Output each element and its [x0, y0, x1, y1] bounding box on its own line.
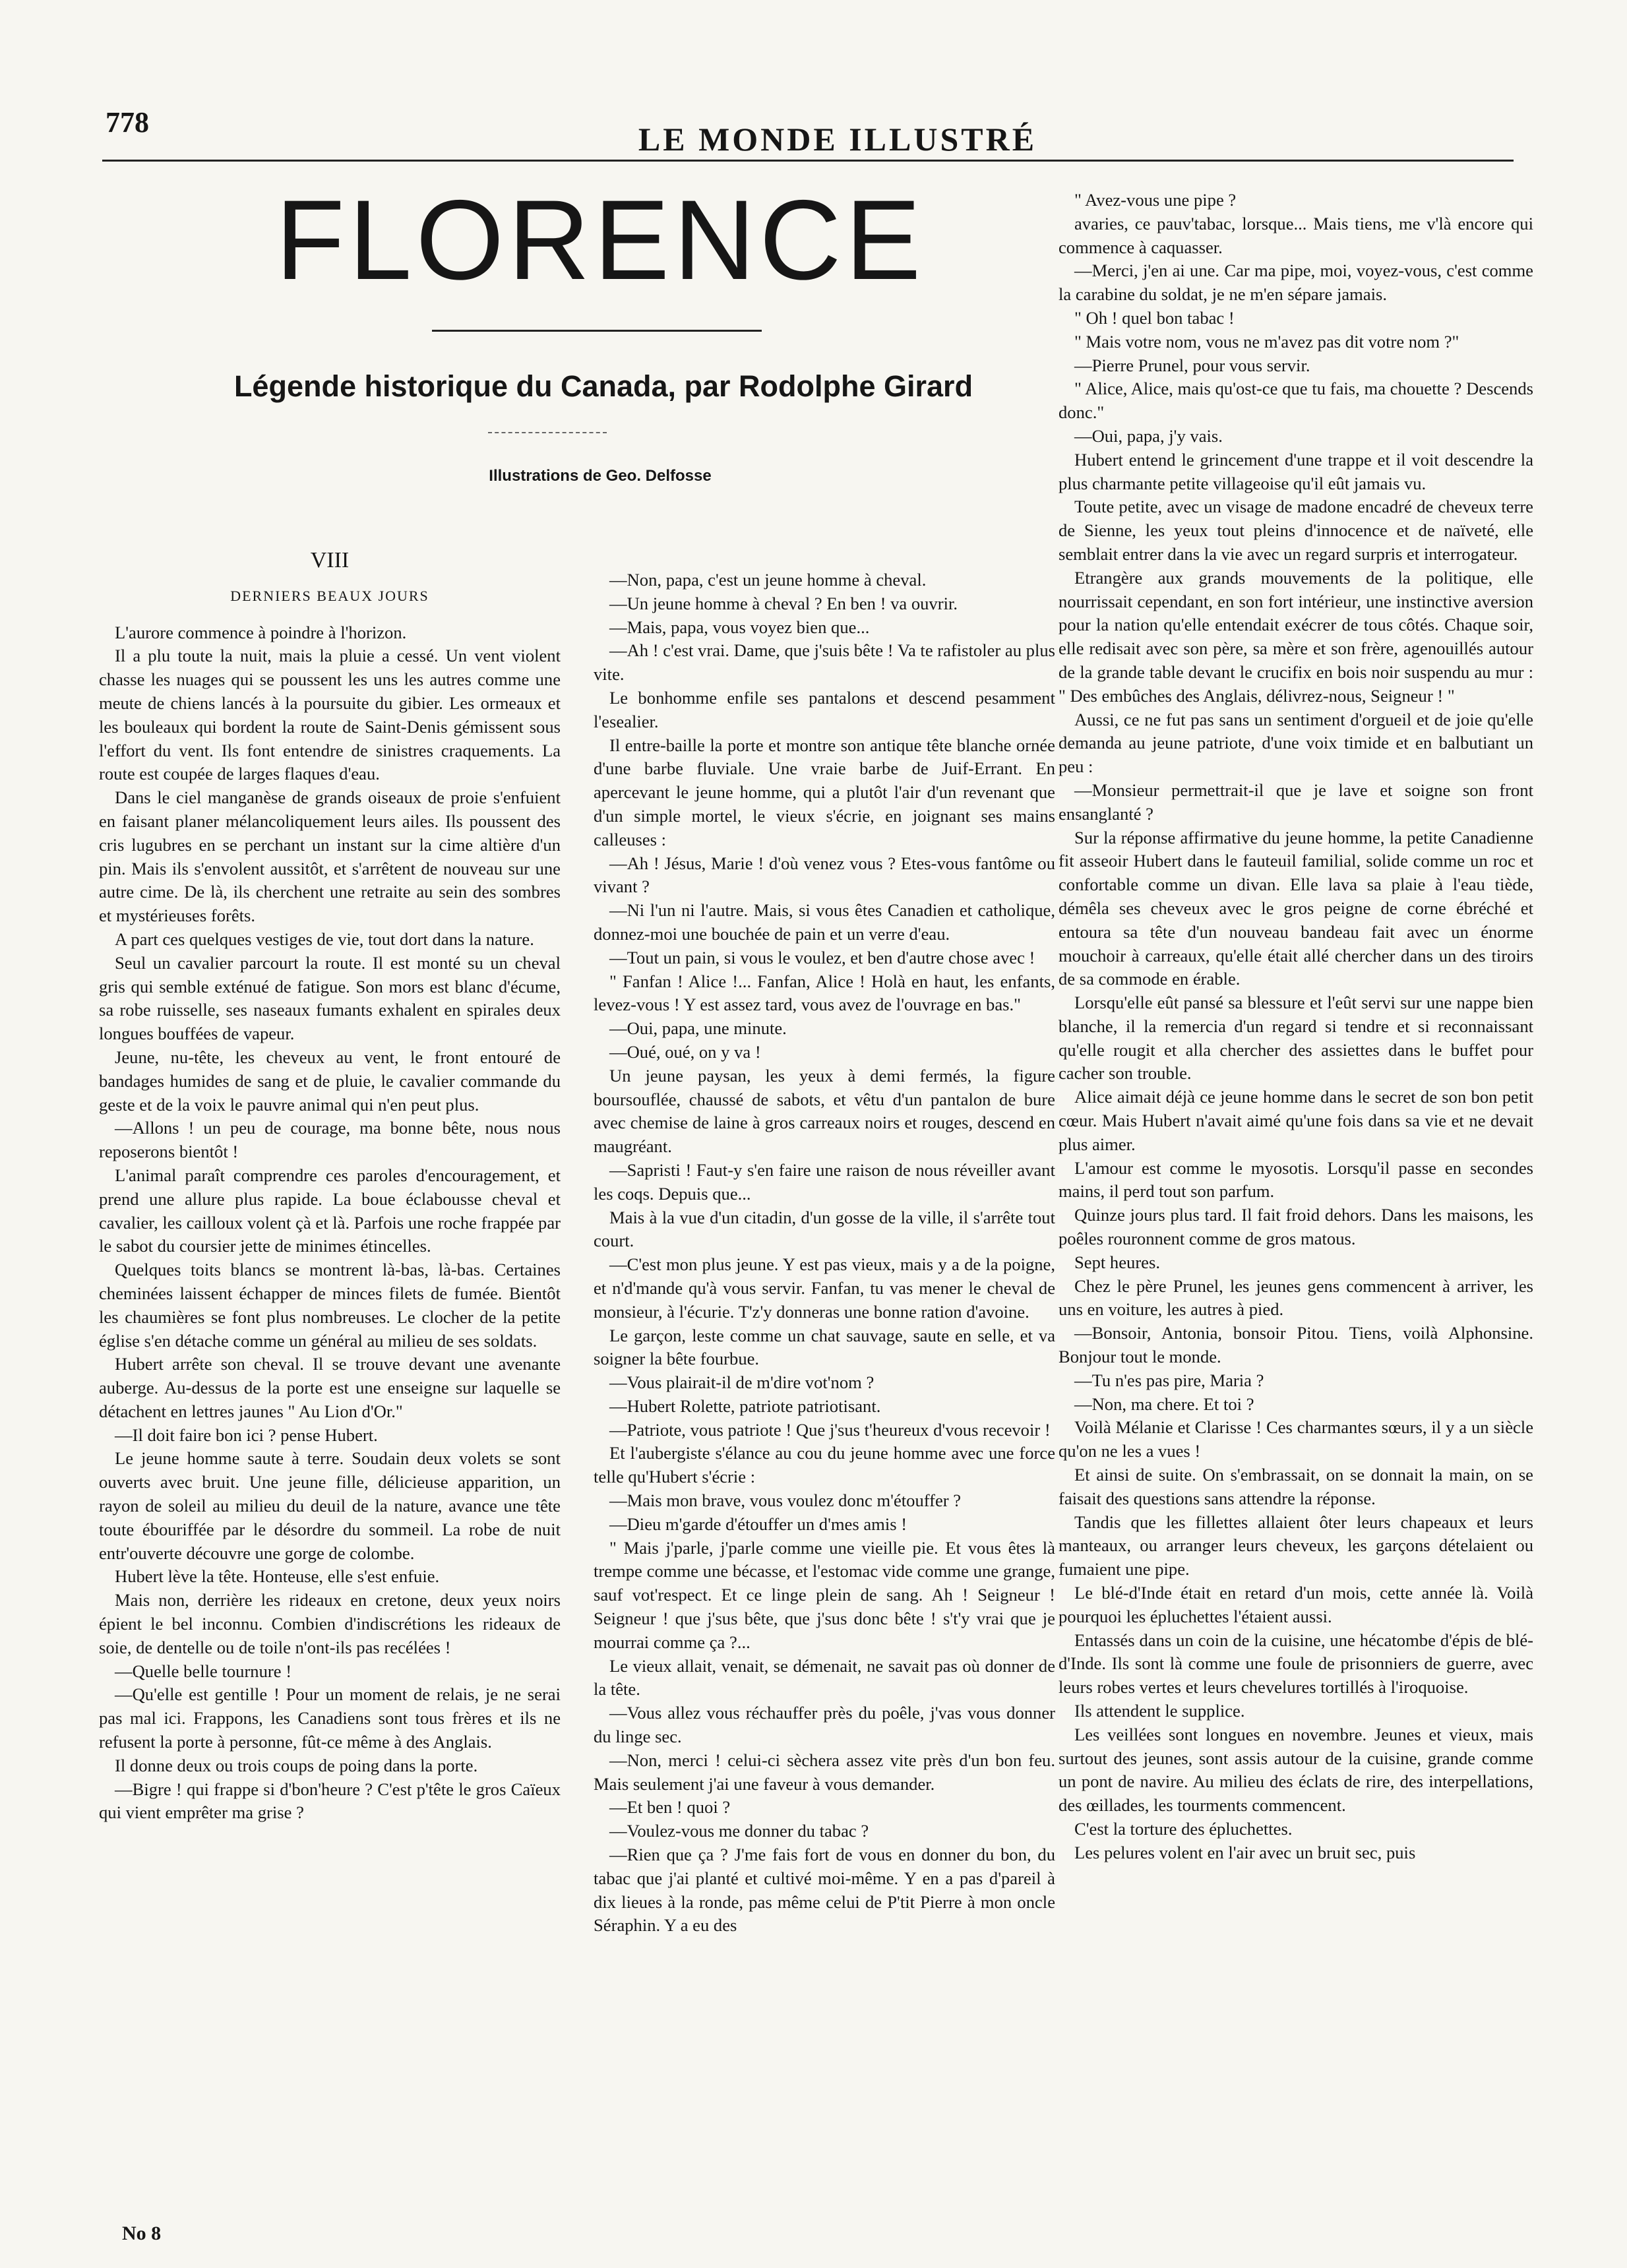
paragraph: Il a plu toute la nuit, mais la pluie a cessé. Un vent violent chasse les nuages qui se poussent les uns les autres comme une meute de chiens lancés à la poursuite du gibier. Les ormeaux et les bouleaux qui bordent la route de Saint-Denis gémissent sous l'effort du vent. Ils font entendre de sinistres craquements. La route est coupée de larges flaques d'eau.	[99, 646, 561, 784]
paragraph: —Non, merci ! celui-ci sèchera assez vite près d'un bon feu. Mais seulement j'ai une faveur à vous demander.	[594, 1750, 1055, 1794]
paragraph: —Rien que ça ? J'me fais fort de vous en donner du bon, du tabac que j'ai planté et cultivé moi-même. Y en a pas d'pareil à dix lieues à la ronde, pas même celui de P'tit Pierre à mon oncle Séraphin. Y a eu des	[594, 1845, 1055, 1936]
paragraph: —Pierre Prunel, pour vous servir.	[1074, 355, 1310, 375]
paragraph: Tandis que les fillettes allaient ôter leurs chapeaux et leurs manteaux, ou arranger leurs cheveux, les garçons dételaient ou fumaient une pipe.	[1059, 1512, 1533, 1579]
paragraph: Le vieux allait, venait, se démenait, ne savait pas où donner de la tête.	[594, 1655, 1055, 1700]
page-number: 778	[106, 106, 149, 138]
article-title: FLORENCE	[275, 177, 925, 303]
paragraph: " Mais j'parle, j'parle comme une vieille pie. Et vous êtes là trempe comme une bécasse, et l'estomac vide comme une grange, sauf vot'respect. Et ce linge plein de sang. Ah ! Seigneur ! Seigneur ! que j'sus bête, que j'sus donc bête ! s't'y vrai que je mourrai comme ça ?...	[594, 1537, 1055, 1652]
paragraph: —Bigre ! qui frappe si d'bon'heure ? C'est p'tête le gros Caïeux qui vient emprêter ma grise ?	[99, 1779, 561, 1823]
illustrations-credit: Illustrations de Geo. Delfosse	[489, 467, 712, 485]
paragraph: Hubert arrête son cheval. Il se trouve devant une avenante auberge. Au-dessus de la porte est une enseigne sur laquelle se détachent en lettres jaunes " Au Lion d'Or."	[99, 1354, 561, 1421]
paragraph: —C'est mon plus jeune. Y est pas vieux, mais y a de la poigne, et n'd'mande qu'à vous servir. Fanfan, tu vas mener le cheval de monsieur, à l'écurie. T'z'y donneras une bonne ration d'avoine.	[594, 1254, 1055, 1322]
column-1-body	[99, 621, 561, 1825]
paragraph: Quinze jours plus tard. Il fait froid dehors. Dans les maisons, les poêles rouronnent comme de gros matous.	[1059, 1205, 1533, 1249]
paragraph: " Fanfan ! Alice !... Fanfan, Alice ! Holà en haut, les enfants, levez-vous ! Y est assez tard, vous avez de l'ouvrage en bas."	[594, 971, 1055, 1015]
paragraph: —Vous plairait-il de m'dire vot'nom ?	[609, 1372, 875, 1393]
paragraph: —Dieu m'garde d'étouffer un d'mes amis !	[609, 1514, 907, 1534]
paragraph: L'aurore commence à poindre à l'horizon.	[115, 622, 407, 642]
paragraph: Le bonhomme enfile ses pantalons et descend pesamment l'esealier.	[594, 687, 1055, 731]
paragraph: Toute petite, avec un visage de madone encadré de cheveux terre de Sienne, les yeux tout pleins d'innocence et de naïveté, elle semblait entrer dans la vie avec un regard surpris et interrogateur.	[1059, 497, 1533, 564]
paragraph: Sur la réponse affirmative du jeune homme, la petite Canadienne fit asseoir Hubert dans le fauteuil familial, solide comme un roc et confortable comme un divan. Elle lava sa plaie à l'eau tiède, démêla ses cheveux avec le gros peigne de corne ébréché et entoura sa tête d'un nouveau bandeau fait avec un énorme mouchoir à carreaux, qu'elle était allé chercher dans un des tiroirs de sa commode en érable.	[1059, 827, 1533, 989]
journal-title: LE MONDE ILLUSTRÉ	[638, 121, 1037, 158]
paragraph: Mais à la vue d'un citadin, d'un gosse de la ville, il s'arrête tout court.	[594, 1207, 1055, 1251]
paragraph: A part ces quelques vestiges de vie, tout dort dans la nature.	[115, 929, 534, 949]
paragraph: Jeune, nu-tête, les cheveux au vent, le front entouré de bandages humides de sang et de pluie, le cavalier commande du geste et de la voix le pauvre animal qui n'en peut plus.	[99, 1047, 561, 1115]
text-column-3	[1059, 189, 1533, 1865]
paragraph: " Oh ! quel bon tabac !	[1074, 307, 1235, 328]
paragraph: —Non, papa, c'est un jeune homme à cheval.	[609, 570, 927, 590]
paragraph: —Ah ! Jésus, Marie ! d'où venez vous ? Etes-vous fantôme ou vivant ?	[594, 853, 1055, 897]
paragraph: Et ainsi de suite. On s'embrassait, on se donnait la main, on se faisait des questions sans attendre la réponse.	[1059, 1465, 1533, 1508]
paragraph: Dans le ciel manganèse de grands oiseaux de proie s'enfuient en faisant planer mélancoliquement leurs ailes. Ils poussent des cris lugubres en se perchant un instant sur la cime altière d'un pin. Mais ils s'envolent aussitôt, et s'arrêtent de nouveau sur une autre cime. De là, ils cherchent une retraite au sein des sombres et mystérieuses forêts.	[99, 787, 561, 926]
paragraph: " Avez-vous une pipe ?	[1074, 190, 1237, 210]
paragraph: Alice aimait déjà ce jeune homme dans le secret de son bon petit cœur. Mais Hubert n'avait aimé qu'une fois dans sa vie et ne devait plus aimer.	[1059, 1087, 1533, 1154]
chapter-title: DERNIERS BEAUX JOURS	[230, 587, 429, 604]
paragraph: Sept heures.	[1074, 1252, 1160, 1272]
paragraph: Le blé-d'Inde était en retard d'un mois, cette année là. Voilà pourquoi les épluchettes l'étaient aussi.	[1059, 1583, 1533, 1626]
paragraph: —Quelle belle tournure !	[115, 1661, 292, 1681]
title-rule	[432, 330, 762, 332]
paragraph: —Tu n'es pas pire, Maria ?	[1074, 1370, 1264, 1390]
paragraph: —Oui, papa, une minute.	[609, 1018, 787, 1039]
paragraph: Hubert lève la tête. Honteuse, elle s'est enfuie.	[115, 1566, 440, 1587]
paragraph: Le garçon, leste comme un chat sauvage, saute en selle, et va soigner la bête fourbue.	[594, 1325, 1055, 1369]
paragraph: " Alice, Alice, mais qu'ost-ce que tu fais, ma chouette ? Descends donc."	[1059, 379, 1533, 423]
paragraph: —Ah ! c'est vrai. Dame, que j'suis bête ! Va te rafistoler au plus vite.	[594, 640, 1055, 685]
paragraph: —Hubert Rolette, patriote patriotisant.	[609, 1395, 881, 1416]
paragraph: —Il doit faire bon ici ? pense Hubert.	[115, 1425, 378, 1445]
paragraph: Chez le père Prunel, les jeunes gens commencent à arriver, les uns en voiture, les autres à pied.	[1059, 1275, 1533, 1320]
paragraph: Ils attendent le supplice.	[1074, 1701, 1245, 1721]
paragraph: Hubert entend le grincement d'une trappe et il voit descendre la plus charmante petite villageoise qu'il eût jamais vu.	[1059, 449, 1533, 493]
paragraph: L'amour est comme le myosotis. Lorsqu'il passe en secondes mains, il perd tout son parfum.	[1059, 1157, 1533, 1202]
paragraph: —Et ben ! quoi ?	[609, 1797, 731, 1818]
paragraph: —Patriote, vous patriote ! Que j'sus t'heureux d'vous recevoir !	[609, 1419, 1051, 1440]
paragraph: Et l'aubergiste s'élance au cou du jeune homme avec une force telle qu'Hubert s'écrie :	[594, 1443, 1055, 1487]
text-column-1	[99, 549, 561, 1825]
paragraph: —Merci, j'en ai une. Car ma pipe, moi, voyez-vous, c'est comme la carabine du soldat, je ne m'en sépare jamais.	[1059, 261, 1533, 305]
text-column-2	[594, 568, 1055, 1938]
paragraph: —Ni l'un ni l'autre. Mais, si vous êtes Canadien et catholique, donnez-moi une bouchée de pain et un verre d'eau.	[594, 900, 1055, 944]
paragraph: —Sapristi ! Faut-y s'en faire une raison de nous réveiller avant les coqs. Depuis que...	[594, 1159, 1055, 1204]
paragraph: —Un jeune homme à cheval ? En ben ! va ouvrir.	[609, 593, 958, 613]
column-2-body	[594, 568, 1055, 1938]
issue-number: No 8	[122, 2222, 162, 2244]
paragraph: —Tout un pain, si vous le voulez, et ben d'autre chose avec !	[609, 947, 1035, 967]
paragraph: Entassés dans un coin de la cuisine, une hécatombe d'épis de blé-d'Inde. Ils sont là comme une foule de prisonniers de guerre, avec leurs robes vertes et leurs chevelures tortillés à l'iroquoise.	[1059, 1630, 1533, 1698]
chapter-number: VIII	[310, 548, 350, 572]
paragraph: " Mais votre nom, vous ne m'avez pas dit votre nom ?"	[1074, 331, 1459, 352]
paragraph: —Allons ! un peu de courage, ma bonne bête, nous nous reposerons bientôt !	[99, 1118, 561, 1162]
paragraph: Seul un cavalier parcourt la route. Il est monté su un cheval gris qui semble exténué de fatigue. Son mors est blanc d'écume, sa robe ruisselle, ses naseaux fumants exhalent en spirales deux longues bouffées de vapeur.	[99, 952, 561, 1044]
paragraph: —Monsieur permettrait-il que je lave et soigne son front ensanglanté ?	[1059, 780, 1533, 824]
paragraph: —Qu'elle est gentille ! Pour un moment de relais, je ne serai pas mal ici. Frappons, les Canadiens sont tous frères et ils ne refusent la porte à personne, fût-ce même à des Anglais.	[99, 1684, 561, 1752]
paragraph: Un jeune paysan, les yeux à demi fermés, la figure boursouflée, chaussé de sabots, et vêtu d'un pantalon de bure avec chemise de laine à gros carreaux noirs et rouges, descend en maugréant.	[594, 1065, 1055, 1157]
paragraph: —Oui, papa, j'y vais.	[1074, 425, 1223, 446]
paragraph: —Bonsoir, Antonia, bonsoir Pitou. Tiens, voilà Alphonsine. Bonjour tout le monde.	[1059, 1323, 1533, 1367]
article-subtitle: Légende historique du Canada, par Rodolphe Girard	[233, 369, 973, 403]
paragraph: Quelques toits blancs se montrent là-bas, là-bas. Certaines cheminées laissent échapper de minces filets de fumée. Bientôt les chaumières se font plus nombreuses. Le clocher de la petite église s'en détache comme un général au milieu de ses soldats.	[99, 1260, 561, 1351]
paragraph: Les veillées sont longues en novembre. Jeunes et vieux, mais surtout des jeunes, sont assis autour de la cuisine, grande comme un pont de navire. Au milieu des éclats de rire, des interpellations, des œillades, les tourments commencent.	[1059, 1724, 1533, 1816]
paragraph: Aussi, ce ne fut pas sans un sentiment d'orgueil et de joie qu'elle demanda au jeune patriote, d'une voix timide et en balbutiant un peu :	[1059, 709, 1533, 777]
paragraph: Mais non, derrière les rideaux en cretone, deux yeux noirs épient le bel inconnu. Combien d'indiscrétions les rideaux de soie, de dentelle ou de toile n'ont-ils pas recélées !	[99, 1590, 561, 1657]
paragraph: Etrangère aux grands mouvements de la politique, elle nourrissait cependant, en son fort intérieur, une instinctive aversion pour la nation qu'elle entendait exécrer de tous côtés. Chaque soir, elle redisait avec son père, sa mère et son frère, agenouillés autour de la grande table devant le crucifix en bois noir suspendu au mur : " Des embûches des Anglais, délivrez-nous, Seigneur ! "	[1059, 567, 1533, 706]
paragraph: —Mais mon brave, vous voulez donc m'étouffer ?	[609, 1490, 962, 1511]
paragraph: —Mais, papa, vous voyez bien que...	[609, 617, 870, 637]
paragraph: Les pelures volent en l'air avec un bruit sec, puis	[1074, 1842, 1416, 1862]
paragraph: Lorsqu'elle eût pansé sa blessure et l'eût servi sur une nappe bien blanche, il la remercia d'un regard si tendre et si reconnaissant qu'elle rougit et alla chercher des assiettes dans le buffet pour cacher son trouble.	[1059, 993, 1533, 1084]
paragraph: Voilà Mélanie et Clarisse ! Ces charmantes sœurs, il y a un siècle qu'on ne les a vues !	[1059, 1417, 1533, 1461]
paragraph: avaries, ce pauv'tabac, lorsque... Mais tiens, me v'là encore qui commence à caquasser.	[1059, 213, 1533, 257]
paragraph: —Voulez-vous me donner du tabac ?	[609, 1821, 869, 1841]
header-rule	[102, 160, 1514, 162]
paragraph: —Oué, oué, on y va !	[609, 1041, 761, 1062]
paragraph: Il entre-baille la porte et montre son antique tête blanche ornée d'une barbe fluviale. Une vraie barbe de Juif-Errant. En apercevant le jeune homme, qui a plutôt l'air d'un revenant que d'un simple mortel, le vieux s'écrie, en joignant ses mains calleuses :	[594, 735, 1055, 849]
paragraph: —Non, ma chere. Et toi ?	[1074, 1394, 1254, 1414]
subtitle-rule	[488, 432, 607, 433]
paragraph: —Vous allez vous réchauffer près du poêle, j'vas vous donner du linge sec.	[594, 1703, 1055, 1747]
paragraph: Le jeune homme saute à terre. Soudain deux volets se sont ouverts avec bruit. Une jeune fille, délicieuse apparition, un rayon de soleil au milieu du deuil de la nature, avance une tête toute ébouriffée par le désordre du sommeil. La robe de nuit entr'ouverte découvre une gorge de colombe.	[99, 1448, 561, 1563]
paragraph: L'animal paraît comprendre ces paroles d'encouragement, et prend une allure plus rapide. La boue éclabousse cheval et cavalier, les cailloux volent çà et là. Parfois une roche frappée par le sabot du coursier jette de minimes étincelles.	[99, 1165, 561, 1256]
column-3-body	[1059, 189, 1533, 1865]
paragraph: C'est la torture des épluchettes.	[1074, 1818, 1293, 1839]
paragraph: Il donne deux ou trois coups de poing dans la porte.	[115, 1755, 478, 1775]
